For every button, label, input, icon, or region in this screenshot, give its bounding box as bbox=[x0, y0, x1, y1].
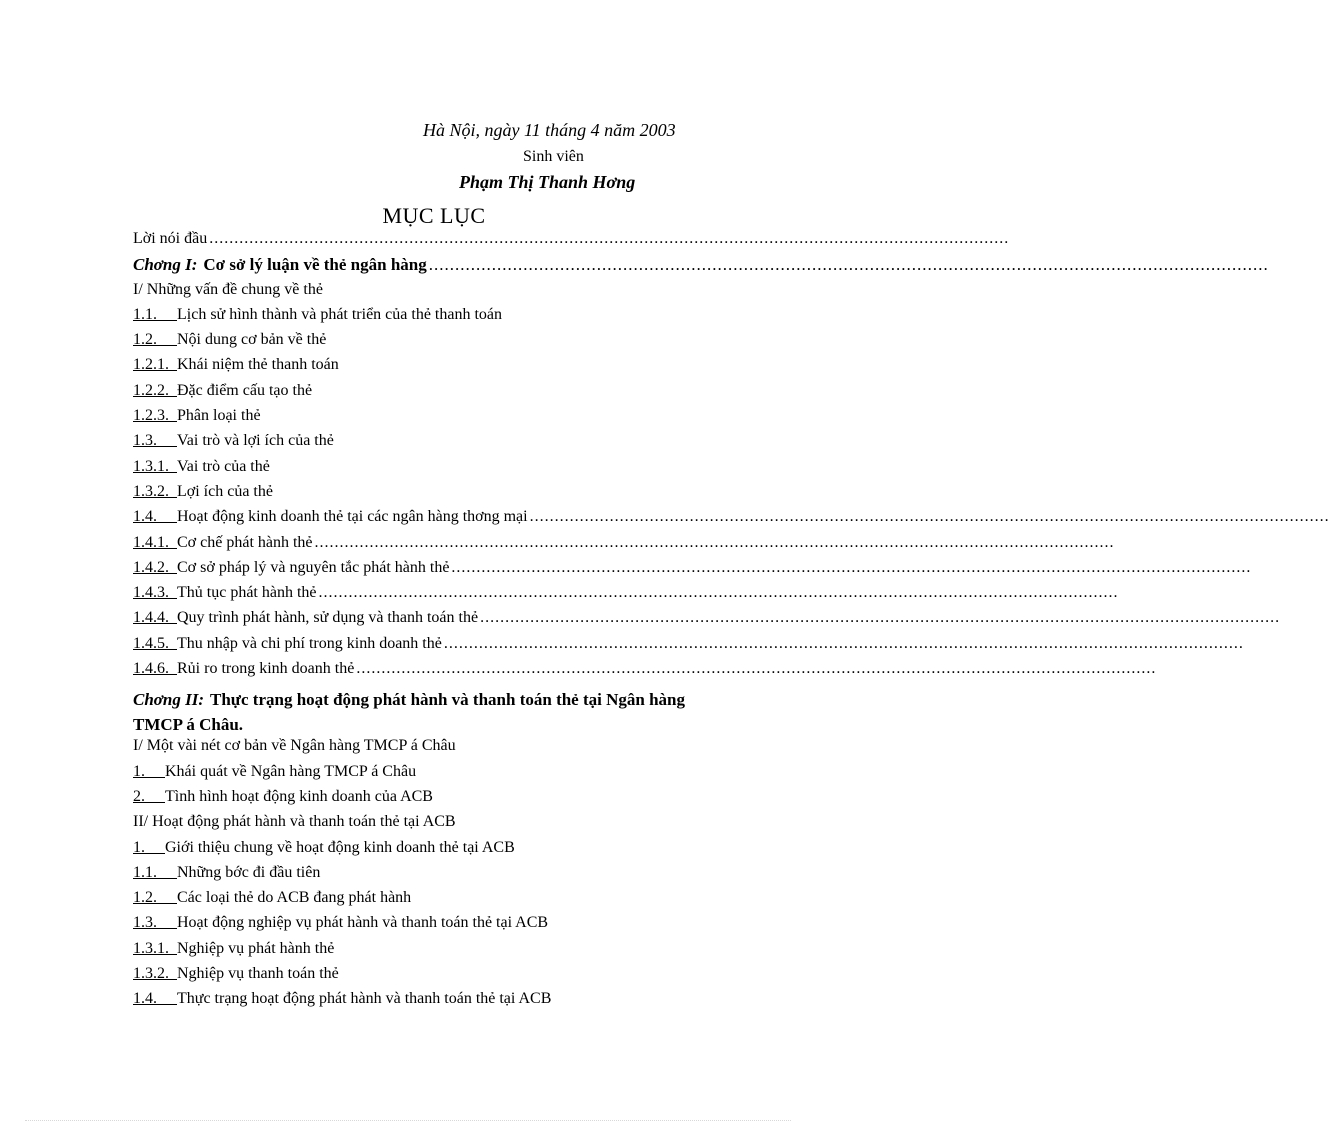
toc-entry-number-gap bbox=[157, 331, 177, 349]
toc-entry-text: Nghiệp vụ phát hành thẻ bbox=[177, 939, 335, 957]
toc-entry-text: Quy trình phát hành, sử dụng và thanh toán thẻ bbox=[177, 609, 479, 627]
toc-entry-number-gap bbox=[157, 432, 177, 450]
toc-entry-text: Hoạt động kinh doanh thẻ tại các ngân hàng thơng mại bbox=[177, 508, 528, 526]
toc-entry bbox=[133, 839, 725, 864]
toc-entry-text: I/ Những vấn đề chung về thẻ bbox=[133, 280, 323, 298]
toc-entry-text: Lời nói đầu bbox=[133, 230, 208, 247]
signature-role: Sinh viên bbox=[523, 148, 584, 165]
toc-entry-number-gap bbox=[169, 382, 177, 400]
toc-leader-dots: ................................................................................................................................................................ bbox=[529, 508, 1330, 526]
toc-entry-number-gap bbox=[169, 965, 177, 983]
toc-entry-number-gap bbox=[169, 483, 177, 501]
toc-entry-number: 1. bbox=[133, 762, 145, 780]
toc-leader-dots: ................................................................................................................................................................ bbox=[314, 533, 1115, 551]
table-of-contents bbox=[133, 230, 1330, 1016]
toc-entry-number: 1.4.5. bbox=[133, 634, 169, 652]
toc-entry bbox=[133, 864, 725, 889]
toc-entry bbox=[133, 533, 1115, 559]
toc-entry-text: Thủ tục phát hành thẻ bbox=[177, 584, 317, 602]
toc-entry-text: Cơ chế phát hành thẻ bbox=[177, 533, 313, 551]
toc-entry bbox=[133, 660, 1157, 685]
toc-entry-number: 1.3.1. bbox=[133, 457, 169, 475]
toc-entry-text: Khái niệm thẻ thanh toán bbox=[177, 356, 339, 374]
toc-entry-number-gap bbox=[169, 609, 177, 627]
chapter-title: Thực trạng hoạt động phát hành và thanh toán thẻ tại Ngân hàng TMCP á Châu. bbox=[133, 690, 686, 735]
toc-entry-text: Giới thiệu chung về hoạt động kinh doanh thẻ tại ACB bbox=[165, 838, 515, 856]
toc-entry-text: Cơ sở pháp lý và nguyên tắc phát hành thẻ bbox=[177, 558, 450, 576]
toc-entry-text: Lịch sử hình thành và phát triển của thẻ thanh toán bbox=[177, 305, 503, 323]
toc-entry bbox=[133, 965, 725, 990]
toc-entry bbox=[133, 813, 725, 838]
toc-entry-number-gap bbox=[169, 356, 177, 374]
toc-entry-number-gap bbox=[145, 788, 165, 806]
toc-entry-number: 1.2.2. bbox=[133, 381, 169, 399]
toc-entry-number: 1.3. bbox=[133, 914, 157, 932]
toc-entry-text: Phân loại thẻ bbox=[177, 407, 261, 425]
toc-entry bbox=[133, 407, 725, 432]
signature-date: Hà Nội, ngày 11 tháng 4 năm 2003 bbox=[423, 120, 676, 140]
toc-entry-number: 1.3.2. bbox=[133, 965, 169, 983]
toc-leader-dots: ................................................................................................................................................................ bbox=[480, 609, 1281, 627]
toc-entry-number-gap bbox=[157, 990, 177, 1008]
toc-entry bbox=[133, 432, 725, 457]
toc-entry-number-gap bbox=[169, 660, 177, 678]
toc-entry-number: 1.2. bbox=[133, 889, 157, 907]
toc-entry-number: 1.2.1. bbox=[133, 356, 169, 374]
toc-leader-dots: ................................................................................................................................................................ bbox=[318, 584, 1119, 602]
toc-entry-text: Tình hình hoạt động kinh doanh của ACB bbox=[165, 787, 433, 805]
toc-entry-number-gap bbox=[157, 914, 177, 932]
toc-entry-number-gap bbox=[157, 864, 177, 882]
toc-leader-dots: ................................................................................................................................................................ bbox=[451, 558, 1252, 576]
toc-entry-number: 1.4.2. bbox=[133, 558, 169, 576]
toc-entry-number: 1.4.1. bbox=[133, 533, 169, 551]
toc-entry-number-gap bbox=[169, 584, 177, 602]
toc-entry-number-gap bbox=[169, 458, 177, 476]
toc-entry bbox=[133, 558, 1252, 584]
toc-entry-number-gap bbox=[145, 839, 165, 857]
toc-entry-text: Lợi ích của thẻ bbox=[177, 482, 273, 500]
toc-entry bbox=[133, 356, 725, 381]
toc-entry bbox=[133, 458, 725, 483]
signature-name: Phạm Thị Thanh Hơng bbox=[459, 172, 636, 192]
toc-entry-number-gap bbox=[169, 534, 177, 552]
toc-entry-number: 1.1. bbox=[133, 305, 157, 323]
toc-leader-dots: ................................................................................................................................................................ bbox=[428, 255, 1269, 275]
toc-entry-number: 1.3.1. bbox=[133, 939, 169, 957]
chapter-title: Cơ sở lý luận về thẻ ngân hàng bbox=[203, 255, 427, 275]
toc-entry bbox=[133, 584, 1119, 609]
toc-entry bbox=[133, 914, 725, 939]
toc-entry-number-gap bbox=[169, 635, 177, 653]
toc-entry-number: 1.3. bbox=[133, 432, 157, 450]
toc-entry-number: 1.2.3. bbox=[133, 407, 169, 425]
toc-entry-text: Những bớc đi đầu tiên bbox=[177, 863, 321, 881]
toc-entry bbox=[133, 331, 725, 356]
toc-entry bbox=[133, 763, 725, 788]
toc-entry-number-gap bbox=[169, 940, 177, 958]
toc-entry bbox=[133, 508, 1330, 533]
toc-entry-text: I/ Một vài nét cơ bản về Ngân hàng TMCP á Châu bbox=[133, 737, 456, 755]
toc-entry-number: 2. bbox=[133, 787, 145, 805]
toc-leader-dots: ................................................................................................................................................................ bbox=[209, 230, 1010, 247]
toc-entry-text: Nội dung cơ bản về thẻ bbox=[177, 331, 327, 349]
toc-entry-number: 1.4. bbox=[133, 508, 157, 526]
page-divider bbox=[25, 1120, 791, 1121]
toc-entry-text: Nghiệp vụ thanh toán thẻ bbox=[177, 965, 339, 983]
toc-entry-text: Vai trò của thẻ bbox=[177, 457, 270, 475]
chapter-label: Chơng II: bbox=[133, 690, 205, 710]
toc-entry-number-gap bbox=[157, 889, 177, 907]
toc-entry bbox=[133, 255, 1269, 280]
toc-entry bbox=[133, 609, 1281, 634]
toc-entry-number: 1.4.6. bbox=[133, 660, 169, 678]
toc-entry-number-gap bbox=[169, 407, 177, 425]
toc-entry bbox=[133, 483, 725, 508]
toc-entry-number: 1.3.2. bbox=[133, 482, 169, 500]
toc-entry-number: 1.1. bbox=[133, 863, 157, 881]
toc-entry-number-gap bbox=[169, 559, 177, 577]
toc-entry-text: Thực trạng hoạt động phát hành và thanh toán thẻ tại ACB bbox=[177, 990, 552, 1008]
toc-entry-number: 1.2. bbox=[133, 331, 157, 349]
toc-entry-text: Vai trò và lợi ích của thẻ bbox=[177, 432, 334, 450]
toc-entry-text: Rủi ro trong kinh doanh thẻ bbox=[177, 660, 355, 678]
toc-entry bbox=[133, 281, 725, 306]
toc-entry-number: 1.4.4. bbox=[133, 609, 169, 627]
toc-entry-number-gap bbox=[157, 508, 177, 526]
toc-entry bbox=[133, 634, 1244, 660]
toc-entry-text: Các loại thẻ do ACB đang phát hành bbox=[177, 889, 412, 907]
chapter-label: Chơng I: bbox=[133, 255, 198, 275]
toc-entry bbox=[133, 685, 725, 737]
toc-entry-number: 1. bbox=[133, 838, 145, 856]
toc-entry bbox=[133, 788, 725, 813]
toc-entry-number-gap bbox=[157, 306, 177, 324]
toc-leader-dots: ................................................................................................................................................................ bbox=[356, 660, 1157, 678]
toc-entry-text: Hoạt động nghiệp vụ phát hành và thanh toán thẻ tại ACB bbox=[177, 914, 549, 932]
toc-entry-text: II/ Hoạt động phát hành và thanh toán thẻ tại ACB bbox=[133, 813, 456, 831]
toc-entry bbox=[133, 306, 725, 331]
toc-leader-dots: ................................................................................................................................................................ bbox=[443, 634, 1244, 652]
toc-entry bbox=[133, 940, 725, 965]
toc-entry-number-gap bbox=[145, 763, 165, 781]
toc-entry-text: Thu nhập và chi phí trong kinh doanh thẻ bbox=[177, 634, 442, 652]
toc-entry bbox=[133, 737, 725, 762]
toc-entry-number: 1.4. bbox=[133, 990, 157, 1008]
toc-entry-number: 1.4.3. bbox=[133, 584, 169, 602]
toc-entry bbox=[133, 990, 725, 1015]
toc-entry-text: Khái quát về Ngân hàng TMCP á Châu bbox=[165, 762, 417, 780]
toc-entry bbox=[133, 889, 725, 914]
toc-entry-text: Đặc điểm cấu tạo thẻ bbox=[177, 381, 313, 399]
toc-title: MỤC LỤC bbox=[382, 203, 486, 228]
toc-entry bbox=[133, 230, 1010, 255]
toc-entry bbox=[133, 382, 725, 407]
